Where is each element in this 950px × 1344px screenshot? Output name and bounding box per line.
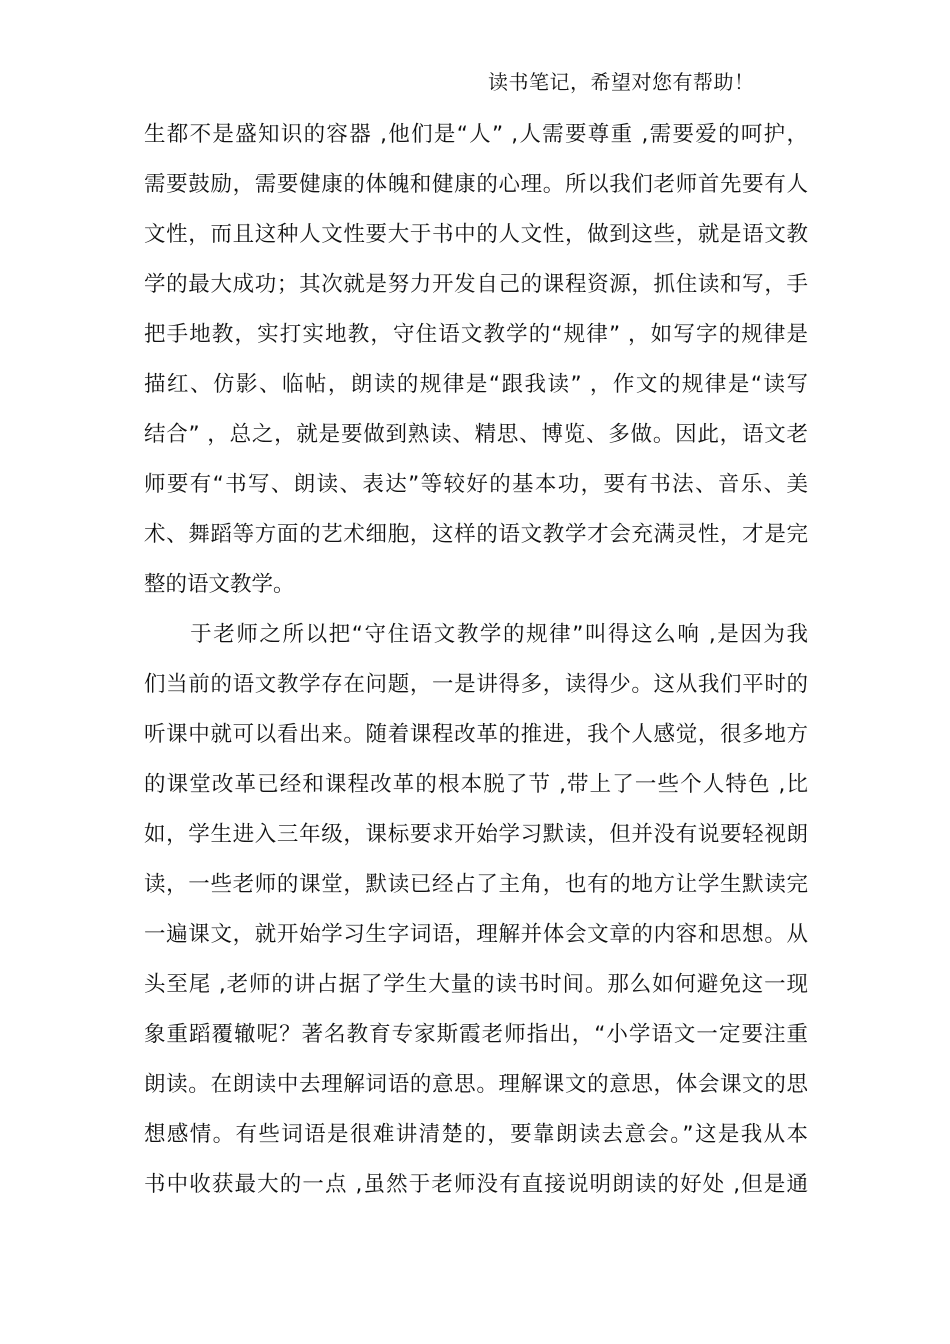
text-line: 一遍课文，就开始学习生字词语，理解并体会文章的内容和思想。从	[144, 922, 808, 947]
text-line: 生都不是盛知识的容器 ,他们是“人” ,人需要尊重 ,需要爱的呵护，	[144, 122, 808, 147]
text-line: 如，学生进入三年级，课标要求开始学习默读，但并没有说要轻视朗	[144, 822, 808, 847]
text-line: 书中收获最大的一点 ,虽然于老师没有直接说明朗读的好处 ,但是通	[144, 1172, 808, 1197]
text-line: 术、舞蹈等方面的艺术细胞，这样的语文教学才会充满灵性，才是完	[144, 522, 808, 547]
text-line: 描红、仿影、临帖，朗读的规律是“跟我读” ，作文的规律是“读写	[144, 372, 808, 397]
text-line: 读，一些老师的课堂，默读已经占了主角，也有的地方让学生默读完	[144, 872, 808, 897]
text-line: 想感情。有些词语是很难讲清楚的，要靠朗读去意会。”这是我从本	[144, 1122, 808, 1147]
text-line: 们当前的语文教学存在问题，一是讲得多，读得少。这从我们平时的	[144, 672, 808, 697]
paragraph-start-line: 于老师之所以把“守住语文教学的规律”叫得这么响 ,是因为我	[144, 622, 808, 647]
body-text	[144, 110, 808, 1210]
paragraph-end-line: 整的语文教学。	[144, 572, 295, 597]
text-line: 朗读。在朗读中去理解词语的意思。理解课文的意思，体会课文的思	[144, 1072, 808, 1097]
text-line: 象重蹈覆辙呢？著名教育专家斯霞老师指出，“小学语文一定要注重	[144, 1022, 808, 1047]
text-line: 文性，而且这种人文性要大于书中的人文性，做到这些，就是语文教	[144, 222, 808, 247]
text-line: 学的最大成功；其次就是努力开发自己的课程资源，抓住读和写，手	[144, 272, 808, 297]
text-line: 需要鼓励，需要健康的体魄和健康的心理。所以我们老师首先要有人	[144, 172, 808, 197]
text-line: 听课中就可以看出来。随着课程改革的推进，我个人感觉，很多地方	[144, 722, 808, 747]
text-line: 的课堂改革已经和课程改革的根本脱了节 ,带上了一些个人特色 ,比	[144, 772, 808, 797]
text-line: 结合” ，总之，就是要做到熟读、精思、博览、多做。因此，语文老	[144, 422, 808, 447]
header-note: 读书笔记，希望对您有帮助！	[488, 70, 755, 94]
text-line: 师要有“书写、朗读、表达”等较好的基本功，要有书法、音乐、美	[144, 472, 808, 497]
text-line: 把手地教，实打实地教，守住语文教学的“规律” ，如写字的规律是	[144, 322, 808, 347]
text-line: 头至尾 ,老师的讲占据了学生大量的读书时间。那么如何避免这一现	[144, 972, 808, 997]
